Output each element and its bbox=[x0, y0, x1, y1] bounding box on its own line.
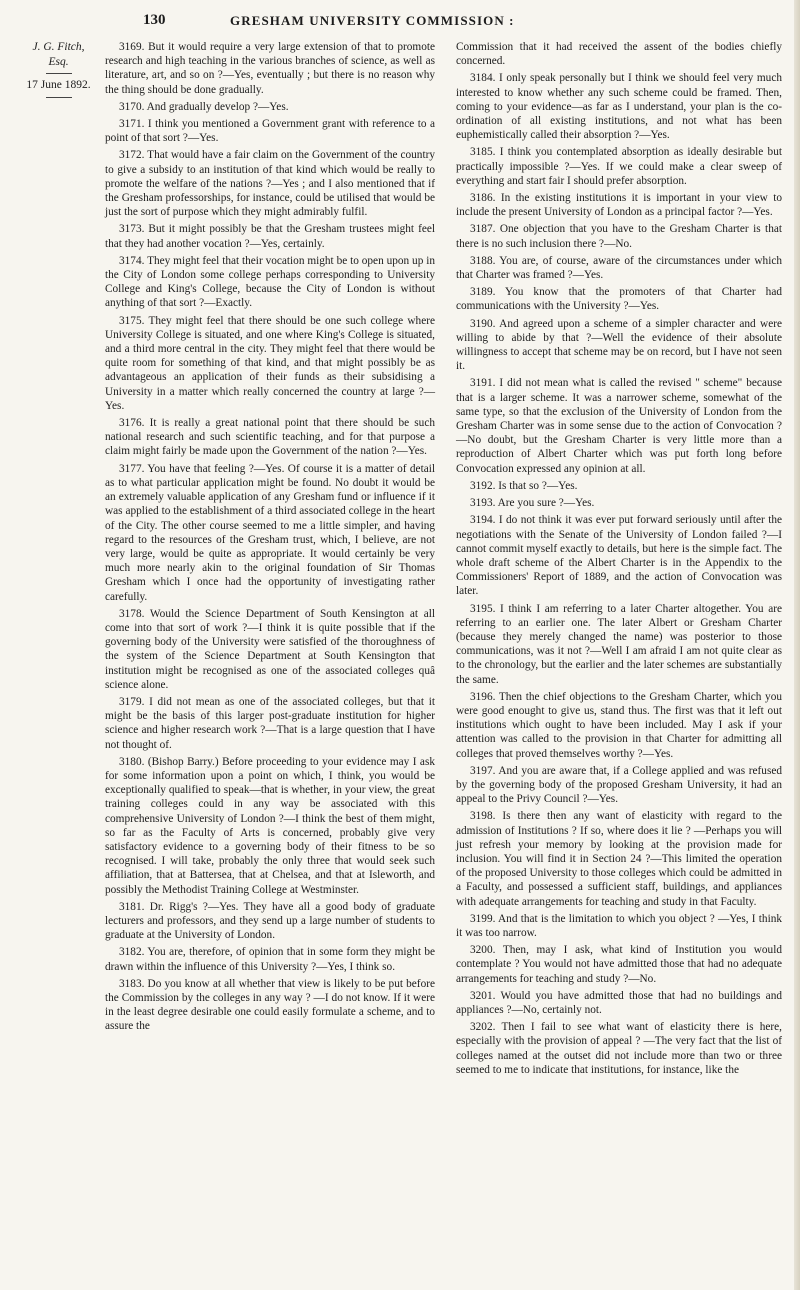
paragraph: 3184. I only speak personally but I think we should feel very much interested to know whether any such scheme could be framed. Then, coming to your evidence—as far as I understand, your plan is the co-ordination of all existing institutions, and not what has been euphemistically called their absorption ?—Yes. bbox=[456, 72, 782, 142]
paragraph: 3180. (Bishop Barry.) Before proceeding to your evidence may I ask for some information upon a point on which, I think, you would be exceptionally qualified to speak—that is whether, in your view, the great training colleges could in any way be associated with this comprehensive University of London ?—I think the best of them might, so far as the Faculty of Arts is concerned, probably give very satisfactory evidence to a governing body of their fitness to be so recognised. I will take, probably the only three that would seek such affiliation, that at Battersea, that at Chelsea, and that at Isleworth, and possibly the Methodist Training College at Westminster. bbox=[105, 755, 435, 896]
paragraph: 3200. Then, may I ask, what kind of Institution you would contemplate ? You would not have admitted those that had no adequate arrangements for teaching and study ?—No. bbox=[456, 944, 782, 985]
running-title: GRESHAM UNIVERSITY COMMISSION : bbox=[230, 13, 515, 28]
hearing-date: 17 June 1892. bbox=[26, 79, 91, 91]
margin-divider bbox=[46, 73, 72, 74]
paragraph: 3201. Would you have admitted those that had no buildings and appliances ?—No, certainly not. bbox=[456, 989, 782, 1016]
paragraph: 3181. Dr. Rigg's ?—Yes. They have all a good body of graduate lecturers and professors, and they send up a large number of students to graduate at the University of London. bbox=[105, 900, 435, 942]
paragraph: 3178. Would the Science Department of South Kensington at all come into that sort of work ?—I think it is quite possible that if the governing body of the University were satisfied of the thoroughness of the system of the Science Department at South Kensington that institution might be recognised as one of the associated colleges quâ science alone. bbox=[105, 607, 435, 691]
paragraph: 3196. Then the chief objections to the Gresham Charter, which you were good enought to give us, stand thus. The first was that it left out institutions which ought to have been included. May I ask if your attention was called to the provision in that Charter for admitting all colleges that proved themselves worthy ?—Yes. bbox=[456, 690, 782, 760]
witness-name: J. G. Fitch, bbox=[32, 41, 85, 53]
page-edge bbox=[794, 0, 800, 1290]
witness-title: Esq. bbox=[48, 56, 69, 68]
paragraph: 3191. I did not mean what is called the revised " scheme" because that is a larger scheme. It was a narrower scheme, somewhat of the same type, so that the exclusion of the University of London from the Gresham Charter was in some sense due to the action of Convocation ?—No doubt, but the Gresham Charter is very little more than a reproduction of Albert Charter which was put forth long before Convocation expressed any opinion at all. bbox=[456, 377, 782, 475]
right-column bbox=[456, 40, 782, 1080]
paragraph: 3171. I think you mentioned a Government grant with reference to a point of that sort ?—Yes. bbox=[105, 118, 435, 145]
paragraph: 3172. That would have a fair claim on the Government of the country to give a subsidy to an institution of that kind which would be really to promote the welfare of the nations ?—Yes ; and I also mentioned that if the Gresham professorships, for instance, could be utilised that would be just the sort of purpose which they might admirably fulfil. bbox=[105, 149, 435, 219]
paragraph: 3193. Are you sure ?—Yes. bbox=[470, 497, 595, 510]
paragraph: 3202. Then I fail to see what want of elasticity there is here, especially with the provision of appeal ? —The very fact that the list of colleges named at the outset did not include more than two or three seemed to me to indicate that institutions, for instance, like the bbox=[456, 1021, 782, 1076]
margin-note bbox=[16, 40, 101, 98]
paragraph: 3194. I do not think it was ever put forward seriously until after the negotiations with the Senate of the University of London failed ?—I cannot commit myself exactly to details, but here is the simple fact. The whole draft scheme of the Albert Charter is in the Appendix to the Commissioners' Report of 1889, and the action of Convocation was later. bbox=[456, 514, 782, 598]
paragraph: 3175. They might feel that there should be one such college where University College is situated, and one where King's College is situated, and a third more central in the city. They might feel that there would be quite room for something of that kind, and that might possibly be as advantageous an application of their funds as their subsidising a University in a matter which really concerned the country at large ?—Yes. bbox=[105, 314, 435, 412]
paragraph: 3189. You know that the promoters of that Charter had communications with the University ?—Yes. bbox=[456, 286, 782, 313]
paragraph: 3198. Is there then any want of elasticity with regard to the admission of Institutions ? If so, where does it lie ? —Perhaps you will just refresh your memory by looking at the provision made for inclusion. You will find it in Section 24 ?—This limited the operation of the proposed University to those colleges which could be admitted in a Faculty, and possessed a sufficient staff, buildings, and appliances with adequate arrangements for teaching and study in that Faculty. bbox=[456, 810, 782, 908]
paragraph: 3197. And you are aware that, if a College applied and was refused by the governing body of the proposed Gresham University, it had an appeal to the Privy Council ?—Yes. bbox=[456, 764, 782, 806]
paragraph: 3174. They might feel that their vocation might be to open upon up in the City of London some college perhaps corresponding to University College and King's College, because the City of London is without anything of that sort ?—Exactly. bbox=[105, 254, 435, 310]
paragraph: Commission that it had received the assent of the bodies chiefly concerned. bbox=[456, 41, 782, 68]
paragraph: 3179. I did not mean as one of the associated colleges, but that it might be the basis of this larger post-graduate institution for higher science and higher research work ?—That is a large question that I have not thought of. bbox=[105, 695, 435, 751]
paragraph: 3192. Is that so ?—Yes. bbox=[470, 479, 578, 492]
paragraph: 3177. You have that feeling ?—Yes. Of course it is a matter of detail as to what particular application might be found. No doubt it would be an extremely valuable application of any Gresham fund or influence if it was applied to the establishment of a third associated college in the heart of the City. The other course seemed to me a little simpler, and having regard to the resources of the Gresham trust, which, I believe, are not very large, would be quite as appropriate. It would certainly be very much more nearly akin to the original foundation of Sir Thomas Gresham which I once had the opportunity of investigating rather carefully. bbox=[105, 462, 435, 603]
paragraph: 3182. You are, therefore, of opinion that in some form they might be drawn within the influence of this University ?—Yes, I think so. bbox=[105, 946, 435, 973]
paragraph: 3186. In the existing institutions it is important in your view to include the present University of London as a principal factor ?—Yes. bbox=[456, 192, 782, 219]
paragraph: 3188. You are, of course, aware of the circumstances under which that Charter was framed ?—Yes. bbox=[456, 254, 782, 282]
paragraph: 3190. And agreed upon a scheme of a simpler character and were willing to abide by that ?—Well the evidence of their absolute willingness to accept that scheme may be on record, but I have not seen it. bbox=[456, 317, 782, 373]
paragraph: 3170. And gradually develop ?—Yes. bbox=[119, 100, 289, 113]
margin-divider bbox=[46, 97, 72, 98]
paragraph: 3169. But it would require a very large extension of that to promote research and high teaching in the various branches of science, as well as literature, art, and so on ?—Yes, eventually ; but there is no reason why the thing should be done gradually. bbox=[105, 41, 435, 96]
paragraph: 3195. I think I am referring to a later Charter altogether. You are referring to an earlier one. The later Albert or Gresham Charter (because they merely changed the name) was posterior to those communications, was it not ?—Well I am afraid I am not quite clear as to the chronology, but the earlier and the later schemes are substantially the same. bbox=[456, 602, 782, 686]
paragraph: 3199. And that is the limitation to which you object ? —Yes, I think it was too narrow. bbox=[456, 912, 782, 939]
paragraph: 3173. But it might possibly be that the Gresham trustees might feel that they had another vocation ?—Yes, certainly. bbox=[105, 223, 435, 250]
paragraph: 3183. Do you know at all whether that view is likely to be put before the Commission by the colleges in any way ? —I do not know. If it were in the least degree desirable one could easily formulate a scheme, and to assure the bbox=[105, 977, 435, 1033]
page-number: 130 bbox=[143, 12, 166, 28]
paragraph: 3185. I think you contemplated absorption as ideally desirable but practically impossible ?—Yes. If we could make a clear sweep of everything and start fair I should prefer absorption. bbox=[456, 146, 782, 187]
paragraph: 3176. It is really a great national point that there should be such national research and such scientific teaching, and for that purpose a claim might fairly be made upon the Government of the nation ?—Yes. bbox=[105, 417, 435, 458]
paragraph: 3187. One objection that you have to the Gresham Charter is that there is no such inclusion there ?—No. bbox=[456, 223, 782, 250]
left-column bbox=[105, 40, 435, 1037]
